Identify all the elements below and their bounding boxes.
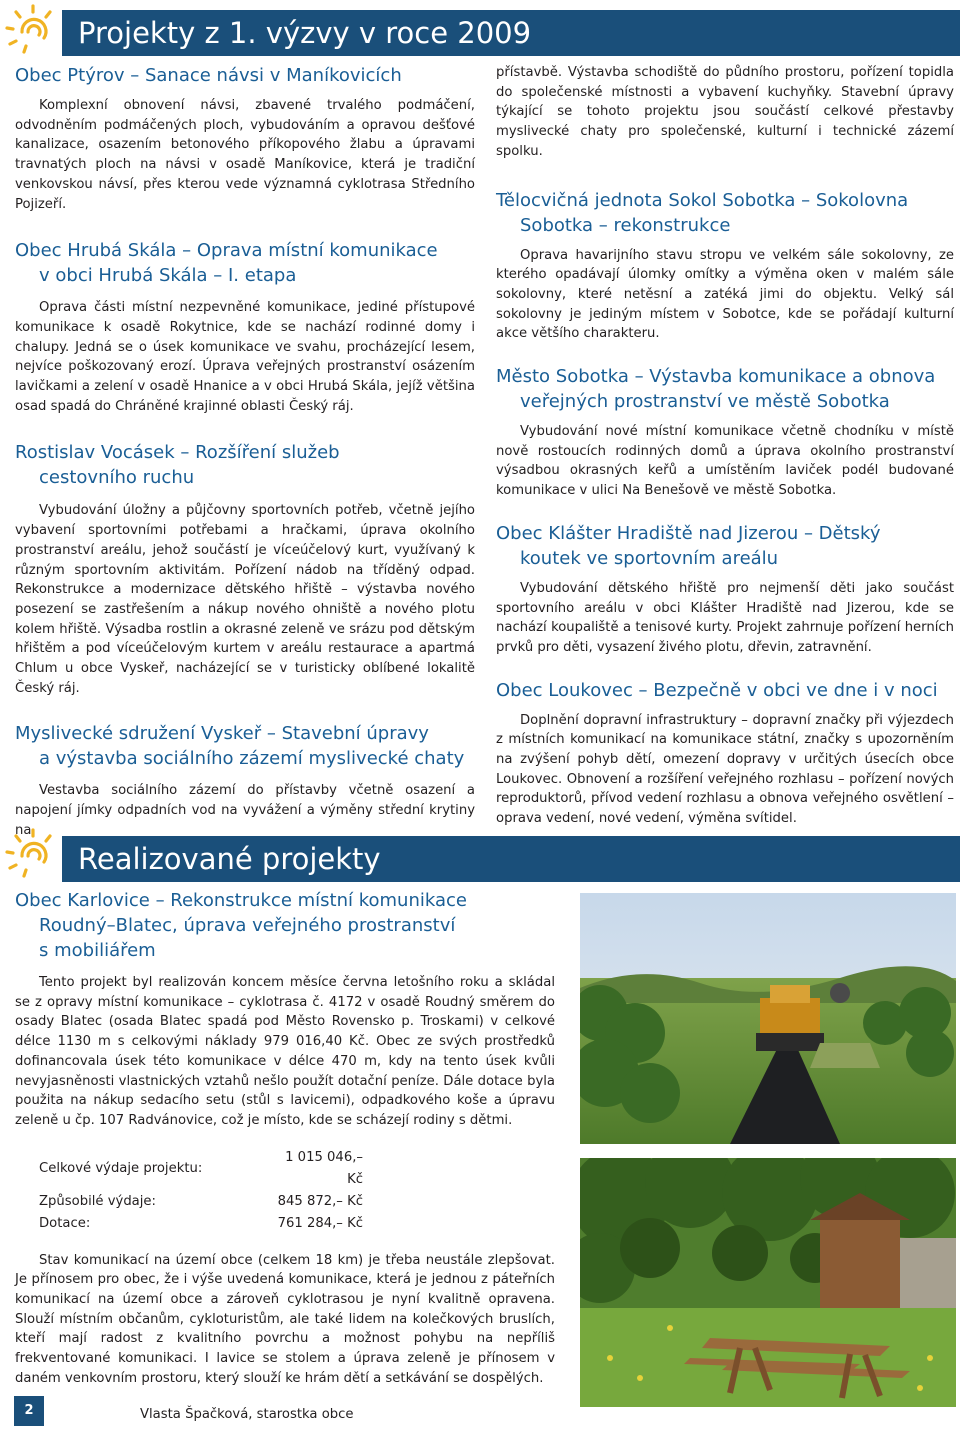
project-text: Komplexní obnovení návsi, zbavené trvalého podmáčení, odvodněním podmáčených ploch, vybudováním a opravou dešťové kanalizace, osazením betonového příkopového žlabu a úpravami travnatých ploch na návsi v osadě Maníkovice, která je tradiční venkovskou návsí, přes kterou vede významná cyklotrasa Středního Pojizeří. — [15, 98, 475, 212]
project-heading: Myslivecké sdružení Vyskeř – Stavební úpravy a výstavba sociálního zázemí myslivecké chaty — [15, 723, 465, 770]
project-text: Vybudování úložny a půjčovny sportovních potřeb, včetně jejího vybavení sportovními potřebami a hračkami, úprava okolního prostranství areálu, jehož součástí je víceúčelový kurt, využívaný k různým sportovním aktivitám. Pořízení nádob na tříděný odpad. Rekonstrukce a modernizace dětského hřiště – výstavba nového posezení se zastřešením a nákup nového ohniště a nového plotu kolem hřiště. Výsadba rostlin a okrasné zeleně ve srázu pod dětským hřištěm a pod víceúčelovým kurtem v areálu restaurace a apartmá Chlum u obce Vyskeř, nacházející se v turisticky oblíbené lokalitě Český ráj. — [15, 503, 475, 696]
project-text: Stav komunikací na území obce (celkem 18 km) je třeba neustále zlepšovat. Je přínosem pro obec, že i výše uvedená komunikace, která je jednou z páteřních komunikací na území obce a zároveň cyklotrasou je nyní kvalitně opravena. Slouží místním občanům, cykloturistům, ale také lidem na kolečkových bruslích, kteří mají radost z kvalitního povrchu a možnost pohybu na nepříliš frekventované komunikaci. I lavice se stolem a úprava zeleně je přínosem v daném venkovním prostoru, který slouží ke hrám dětí a setkávání se dospělých. — [15, 1252, 555, 1386]
project-heading: Obec Ptýrov – Sanace návsi v Maníkovicích — [15, 65, 402, 86]
costs-table — [39, 1147, 363, 1235]
cost-label: Způsobilé výdaje: — [39, 1193, 156, 1209]
project-text: Oprava havarijního stavu stropu ve velkém sále sokolovny, ze kterého opadávají úlomky omítky a výměna oken v malém sále sokolovny, které netěsní a zatéká jimi do objektu. Velký sál sokolovny je jediným místem v Sobotce, kde se pořádají kulturní akce většího charakteru. — [496, 247, 954, 342]
left-column — [15, 63, 475, 841]
project-heading: Obec Loukovec – Bezpečně v obci ve dne i v noci — [496, 679, 938, 701]
cost-label: Dotace: — [39, 1215, 91, 1231]
sun-logo-icon — [2, 2, 60, 58]
table-row — [39, 1191, 363, 1213]
sun-logo-icon — [2, 826, 60, 882]
right-column — [496, 63, 954, 829]
project-heading: Tělocvičná jednota Sokol Sobotka – Sokolovna Sobotka – rekonstrukce — [496, 189, 909, 236]
project-text: Vybudování dětského hřiště pro nejmenší děti jako součást sportovního areálu v obci Klášter Hradiště nad Jizerou, kde se nachází koupaliště a tenisové kurty. Projekt zahrnuje pořízení herních prvků pro děti, vysazení živého plotu, dřevin, zatravnění. — [496, 580, 954, 655]
cost-value: 845 872,– Kč — [277, 1193, 363, 1209]
project-heading: Obec Karlovice – Rekonstrukce místní komunikace Roudný–Blatec, úprava veřejného prostranství s mobiliářem — [15, 890, 467, 961]
continuation-text: přístavbě. Výstavba schodiště do půdního prostoru, pořízení topidla do společenské místnosti a vybavení kuchyňky. Stavební úpravy týkající se tohoto projektu jsou součástí celkové přestavby myslivecké chaty pro společenské, kulturní i technické zázemí spolku. — [496, 65, 954, 159]
section-title: Realizované projekty — [78, 842, 381, 876]
project-heading: Obec Hrubá Skála – Oprava místní komunikace v obci Hrubá Skála – I. etapa — [15, 240, 438, 287]
section-title-banner — [62, 836, 960, 882]
project-text: Tento projekt byl realizován koncem měsíce června letošního roku a skládal se z opravy místní komunikace – cyklotrasa č. 4172 v osadě Roudný směrem do osady Blatec (osada Blatec spadá pod Město Rovensko p. Troskami) v celkové délce 1130 m s celkovými náklady 979 016,40 Kč. Obec ze svých prostředků dofinancovala úsek této komunikace v délce 470 m, kdy na tento úsek kvůli nevyjasněnosti vlastnických vztahů nešlo použít dotační peníze. Dále dotace byla použita na nákup sedacího setu (stůl s lavicemi), odpadkového koše a úpravu zeleně u čp. 107 Radvánovice, což je místo, kde se scházejí rodiny s dětmi. — [15, 975, 555, 1128]
section-title: Projekty z 1. výzvy v roce 2009 — [78, 16, 532, 50]
project-heading: Rostislav Vocásek – Rozšíření služeb cestovního ruchu — [15, 442, 340, 489]
project-text: Vybudování nové místní komunikace včetně chodníku v místě nově rostoucích rodinných domů a úprava okolního prostranství výsadbou okrasných keřů a umístěním laviček podél budované komunikace v ulici Na Benešově ve městě Sobotka. — [496, 424, 954, 499]
project-heading: Obec Klášter Hradiště nad Jizerou – Dětský koutek ve sportovním areálu — [496, 522, 881, 569]
cost-label: Celkové výdaje projektu: — [39, 1160, 203, 1176]
cost-value: 761 284,– Kč — [277, 1215, 363, 1231]
project-text: Oprava části místní nezpevněné komunikace, jediné přístupové komunikace k osadě Rokytnice, kde se nachází rodinné domy i chalupy. Jedná se o úsek komunikace ve svahu, procházející lesem, nejvíce poškozovaný erozí. Úprava veřejných prostranství osázením lavičkami a zelení v osadě Hnanice a v obci Hrubá Skála, jejíž většina osad spadá do Chráněné krajinné oblasti Český ráj. — [15, 300, 475, 414]
realized-project — [15, 888, 555, 1424]
signature: Vlasta Špačková, starostka obce — [140, 1406, 354, 1422]
table-row — [39, 1213, 363, 1235]
road-paving-photo — [580, 893, 956, 1144]
table-row — [39, 1147, 363, 1191]
section-title-banner — [62, 10, 960, 56]
cost-value: 1 015 046,– Kč — [285, 1149, 363, 1187]
project-heading: Město Sobotka – Výstavba komunikace a obnova veřejných prostranství ve městě Sobotka — [496, 366, 936, 413]
page-number: 2 — [14, 1396, 44, 1426]
project-text: Doplnění dopravní infrastruktury – dopravní značky při výjezdech z místních komunikací na komunikace státní, značky s upozorněním na zvýšení pohyb dětí, omezení dopravy v určitých úsecích obce Loukovec. Obnovení a rozšíření veřejného rozhlasu – pořízení nových reproduktorů, přívod vedení rozhlasu a obnova veřejného osvětlení – oprava vedení, nové vedení, výměna svítidel. — [496, 712, 954, 827]
picnic-table-photo — [580, 1158, 956, 1407]
project-text: Vestavba sociálního zázemí do přístavby včetně osazení a napojení jímky odpadních vod na vyvážení a výměny střední krytiny na — [15, 783, 475, 838]
